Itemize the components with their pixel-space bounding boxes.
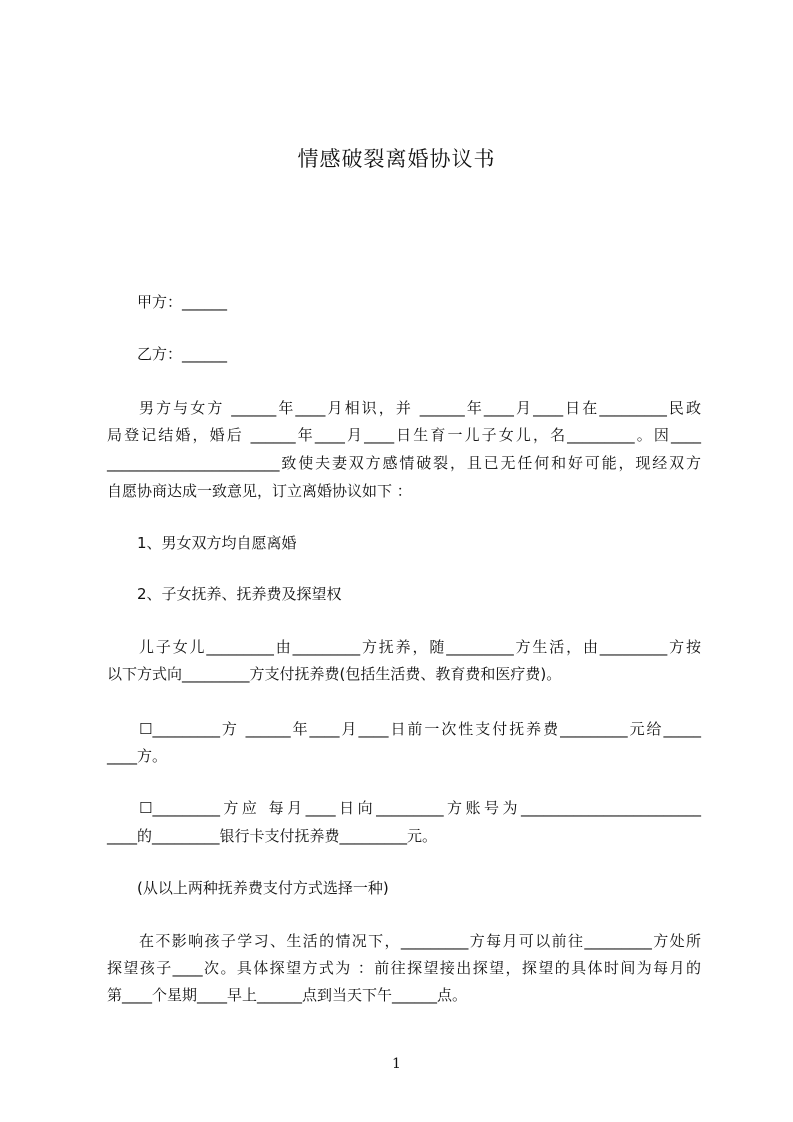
party-b-line: 乙方：______: [137, 345, 228, 363]
payment-choice-note: (从以上两种抚养费支付方式选择一种): [137, 879, 389, 897]
party-a-line: 甲方：______: [137, 293, 228, 311]
intro-line: 自愿协商达成一致意见，订立离婚协议如下 ：: [107, 482, 412, 500]
custody-line: 儿子女儿_________由_________方抚养，随_________方生活，由_________方按: [139, 638, 701, 656]
visitation-line: 在不影响孩子学习、生活的情况下，_________方每月可以前往_________方处所: [139, 932, 701, 950]
payment-option-2: ____的_________银行卡支付抚养费_________元。: [107, 827, 438, 845]
clause-1: 1、男女双方均自愿离婚: [137, 534, 297, 552]
payment-option-2: ☐_________方应 每月____日向_________方账号为________________________: [139, 799, 701, 817]
payment-option-1: ☐_________方 ______年____月____日前一次性支付抚养费_________元给_____: [139, 720, 701, 738]
intro-line: 局登记结婚，婚后 ______年____月____日生育一儿子女儿，名_________。因____: [107, 426, 701, 444]
payment-option-1: ____方。: [107, 747, 168, 765]
visitation-line: 探望孩子____次。具体探望方式为 ：前往探望接出探望，探望的具体时间为每月的: [107, 959, 701, 977]
intro-line: _______________________致使夫妻双方感情破裂，且已无任何和好可能，现经双方: [107, 454, 701, 472]
document-title: 情感破裂离婚协议书: [297, 147, 496, 171]
visitation-line: 第____个星期____早上______点到当天下午______点。: [107, 986, 468, 1004]
custody-line: 以下方式向_________方支付抚养费(包括生活费、教育费和医疗费)。: [107, 665, 562, 683]
clause-2: 2、子女抚养、抚养费及探望权: [137, 585, 342, 603]
intro-line: 男方与女方 ______年____月相识，并 ______年____月____日在_________民政: [139, 399, 701, 417]
page-number: 1: [392, 1056, 401, 1072]
